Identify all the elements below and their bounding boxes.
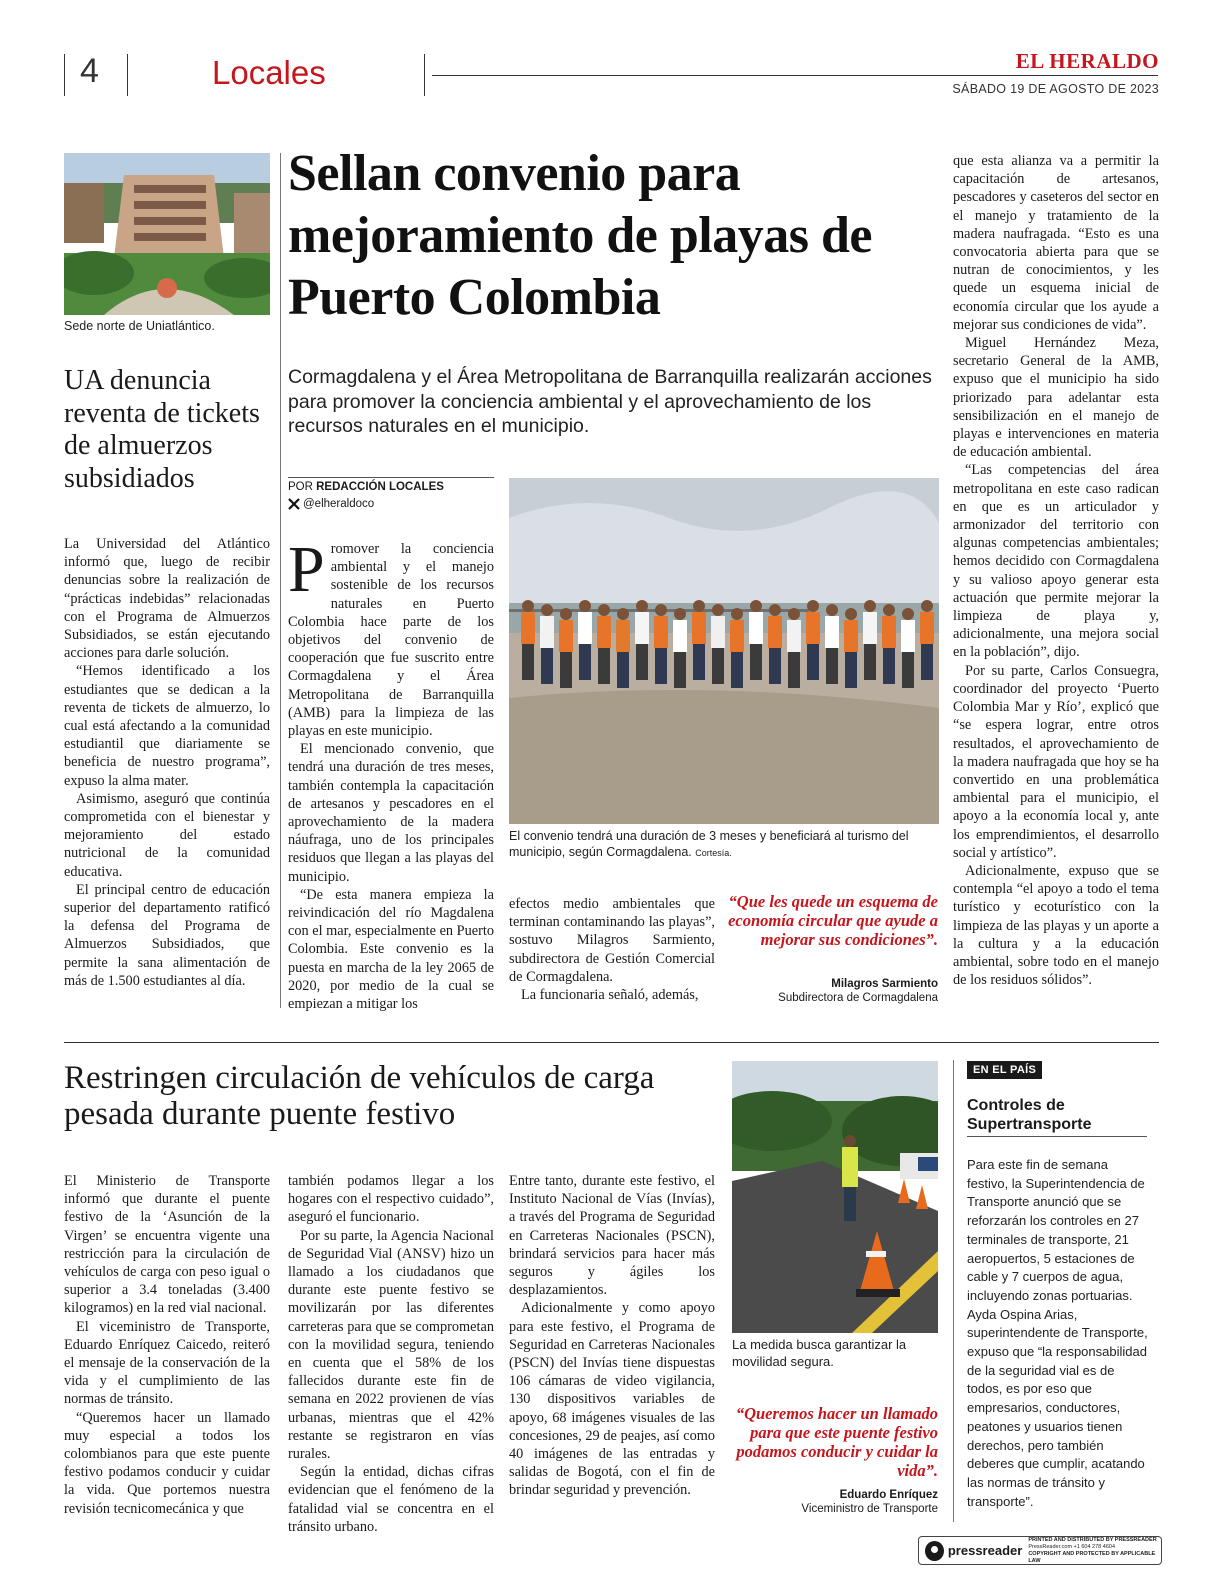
column-divider <box>953 1060 954 1522</box>
legal-line: PressReader.com +1 604 278 4604 <box>1028 1543 1115 1550</box>
pressreader-logo-icon <box>925 1541 944 1561</box>
bottom-col1 <box>64 1172 270 1518</box>
bottom-headline: Restringen circulación de vehículos de carga pesada durante puente festivo <box>64 1060 655 1132</box>
section-name: Locales <box>212 54 326 91</box>
main-col3 <box>953 152 1159 989</box>
paragraph: Por su parte, Carlos Consuegra, coordinador del proyecto ‘Puerto Colombia Mar y Río’, explicó que “se espera lograr, entre otros resultados, el aprovechamiento de la madera naufragada que hoy se ha convertido en una problemática ambiental para el municipio, el apoyo a la economía local y, ante los emprendimientos, el desarrollo social y artístico”. <box>953 662 1159 861</box>
box-rule <box>967 1136 1147 1137</box>
byline-author: REDACCIÓN LOCALES <box>316 481 444 493</box>
header-divider <box>127 54 128 96</box>
paragraph: Según la entidad, dichas cifras evidencian que el fenómeno de la fatalidad vial se concentra en el tránsito urbano. <box>288 1464 494 1535</box>
pressreader-brand: pressreader <box>947 1543 1023 1558</box>
paragraph: Adicionalmente, expuso que se contempla “el apoyo a todo el tema turístico y ecoturístico con la limpieza de las playas y un aporte a la cultura y a la educación ambiental, sobre todo en el manejo de los residuos sólidos”. <box>953 862 1159 989</box>
photo-credit: Cortesía. <box>695 848 732 858</box>
quote-attribution-role: Subdirectora de Cormagdalena <box>778 992 938 1004</box>
column-divider <box>280 153 281 1008</box>
bottom-col2 <box>288 1172 494 1536</box>
paragraph: Entre tanto, durante este festivo, el Instituto Nacional de Vías (Invías), a través del Programa de Seguridad en Carreteras Nacionales (PSCN), brindará servicios para hacer más seguros y ágiles los desplazamientos. <box>509 1173 715 1299</box>
pull-quote: “Que les quede un esquema de economía circular que ayude a mejorar sus condiciones”. <box>728 892 938 949</box>
paragraph: Asimismo, aseguró que continúa comprometida con el bienestar y mejoramiento del estado nutricional de la comunidad educativa. <box>64 790 270 880</box>
paragraph: “De esta manera empieza la reivindicación del río Magdalena con el mar, especialmente en Puerto Colombia. Este convenio es la puesta en marcha de la ley 2065 de 2020, por medio de la cual se empiezan a mitigar los <box>288 886 494 1013</box>
paragraph: Miguel Hernández Meza, secretario General de la AMB, expuso que el municipio ha sido priorizado para adelantar esta sensibilización en el manejo de playas e intervenciones en materia de educación ambiental. <box>953 335 1159 461</box>
sidebar-body <box>64 535 270 990</box>
photo-caption: Sede norte de Uniatlántico. <box>64 319 215 333</box>
paragraph: que esta alianza va a permitir la capacitación de artesanos, pescadores y caseteros del sector en el manejo y tratamiento de la madera naufragada. “Esto es una convocatoria abierta para que se nutran de conocimientos, y les quede un esquema inicial de economía circular que los ayude a mejorar sus condiciones de vida”. <box>953 153 1159 333</box>
paragraph: romover la conciencia ambiental y el manejo sostenible de los recursos naturales en Puerto Colombia hace parte de los objetivos del convenio de cooperación que fue suscrito entre Cormagdalena y el Área Metropolitana de Barranquilla (AMB) para la limpieza de las playas en este municipio. <box>288 541 494 740</box>
quote-attribution-name: Eduardo Enríquez <box>839 1489 938 1501</box>
social-handle-row <box>288 498 374 510</box>
paragraph: “Queremos hacer un llamado muy especial a todos los colombianos para que este puente festivo podamos conducir y cuidar la vida. Que portemos nuestra revisión tecnicomecánica y que <box>64 1409 270 1517</box>
pressreader-badge[interactable] <box>918 1536 1162 1565</box>
sidebar-headline: UA denuncia reventa de tickets de almuerzos subsidiados <box>64 365 260 494</box>
main-headline: Sellan convenio para mejoramiento de playas de Puerto Colombia <box>288 145 872 326</box>
quote-attribution-role: Viceministro de Transporte <box>801 1503 938 1515</box>
box-body <box>967 1156 1152 1511</box>
paragraph: “Hemos identificado a los estudiantes que se dedican a la reventa de tickets de almuerzo, lo cual está afectando a la comunidad estudiantil que diariamente se beneficia de nuestro programa”, expuso la alma mater. <box>64 663 270 789</box>
legal-line: PRINTED AND DISTRIBUTED BY PRESSREADER <box>1028 1536 1157 1543</box>
header-divider <box>424 54 425 96</box>
quote-attribution-name: Milagros Sarmiento <box>831 978 938 990</box>
paragraph: efectos medio ambientales que terminan contaminando las playas”, sostuvo Milagros Sarmiento, subdirectora de Gestión Comercial de Cormagdalena. <box>509 896 715 985</box>
main-deck: Cormagdalena y el Área Metropolitana de Barranquilla realizarán acciones para promover la conciencia ambiental y el aprovechamiento de los recursos naturales en el municipio. <box>288 366 932 437</box>
bottom-col3 <box>509 1172 715 1500</box>
social-handle[interactable]: @elheraldoco <box>303 498 375 510</box>
paragraph: Para este fin de semana festivo, la Superintendencia de Transporte anunció que se reforzarán los controles en 27 terminales de transporte, 21 aeropuertos, 5 estaciones de cable y 7 cuerpos de agua, incluyendo zonas portuarias. <box>967 1157 1145 1303</box>
caption-text: El convenio tendrá una duración de 3 meses y beneficiará al turismo del municipio, según Cormagdalena. <box>509 829 909 859</box>
paragraph: “Las competencias del área metropolitana en este caso radican en que es un articulador y armonizador del territorio con algunas competencias ambientales; hemos decidido con Cormagdalena y su valioso apoyo generar esta actuación que permite mejorar la limpieza de playa y, adicionalmente, una mejora social en la población”, dijo. <box>953 462 1159 661</box>
paragraph: Por su parte, la Agencia Nacional de Seguridad Vial (ANSV) hizo un llamado a los ciudadanos que durante este puente festivo se movilizarán por las diferentes carreteras para que se comprometan con la movilidad segura, teniendo en cuenta que el 58% de los fallecidos durante este fin de semana en 2022 provienen de vías urbanas, mientras que el 42% restante se registraron en vías rurales. <box>288 1227 494 1463</box>
issue-date: SÁBADO 19 DE AGOSTO DE 2023 <box>952 82 1159 96</box>
paragraph: El principal centro de educación superior del departamento ratificó la defensa del Programa de Almuerzos Subsidiados, que permite la sana alimentación de más de 1.500 estudiantes al día. <box>64 881 270 989</box>
section-rule <box>64 1042 1159 1043</box>
beach-group-photo <box>509 478 939 824</box>
main-col1 <box>288 533 494 1013</box>
road-checkpoint-photo <box>732 1061 938 1333</box>
byline <box>288 481 444 493</box>
uniatlantico-photo <box>64 153 270 315</box>
paragraph: El viceministro de Transporte, Eduardo Enríquez Caicedo, reiteró el mensaje de la conservación de la vida y el cumplimiento de las normas de tránsito. <box>64 1318 270 1408</box>
drop-cap: P <box>288 533 325 606</box>
paragraph: La Universidad del Atlántico informó que, luego de recibir denuncias sobre la realización de “prácticas indebidas” relacionadas con el Programa de Almuerzos Subsidiados, se están ejecutando acciones para darle solución. <box>64 536 270 662</box>
header-rule <box>432 75 1158 76</box>
paragraph: también podamos llegar a los hogares con el respectivo cuidado”, aseguró el funcionario. <box>288 1173 494 1226</box>
x-logo-icon <box>288 498 300 510</box>
header-divider <box>64 54 65 96</box>
paragraph: La funcionaria señaló, además, <box>521 987 699 1004</box>
paragraph: Ayda Ospina Arias, superintendente de Transporte, expuso que “la responsabilidad de la seguridad vial es de todos, es por eso que empresarios, conductores, peatones y usuarios tienen derechos, pero también deberes que cumplir, acatando las normas de tránsito y transporte”. <box>967 1306 1148 1509</box>
legal-line: COPYRIGHT AND PROTECTED BY APPLICABLE LAW <box>1028 1550 1156 1564</box>
byline-rule <box>288 477 494 478</box>
masthead-logo: EL HERALDO <box>1015 49 1159 73</box>
main-photo-caption <box>509 828 939 861</box>
paragraph: El Ministerio de Transporte informó que durante el puente festivo de la ‘Asunción de la Virgen’ se encuentra vigente una restricción para la circulación de vehículos de carga con peso igual o superior a 3.4 toneladas (3.400 kilogramos) en la red vial nacional. <box>64 1173 270 1317</box>
paragraph: Adicionalmente y como apoyo para este festivo, el Programa de Seguridad en Carreteras Nacionales (PSCN) del Invías tiene dispuestas 106 cámaras de video vigilancia, 130 dispositivos variables de apoyo, 68 imágenes visuales de las concesiones, 29 de peajes, así como 40 imágenes de las entradas y salidas de Bogotá, con el fin de brindar seguridad y prevención. <box>509 1300 715 1499</box>
bottom-photo-caption: La medida busca garantizar la movilidad segura. <box>732 1337 907 1369</box>
main-col2 <box>509 895 715 1004</box>
box-tag: EN EL PAÍS <box>967 1061 1042 1079</box>
pressreader-legal <box>1028 1537 1161 1565</box>
paragraph: El mencionado convenio, que tendrá una duración de tres meses, también contempla la capacitación de artesanos y pescadores en el aprovechamiento de la madera náufraga, uno de los principales residuos que llegan a las playas del municipio. <box>288 741 494 885</box>
box-title: Controles de Supertransporte <box>967 1097 1092 1133</box>
page-number: 4 <box>80 52 99 90</box>
byline-prefix: POR <box>288 481 313 493</box>
pull-quote: “Queremos hacer un llamado para que este puente festivo podamos conducir y cuidar la vida”. <box>735 1404 938 1480</box>
